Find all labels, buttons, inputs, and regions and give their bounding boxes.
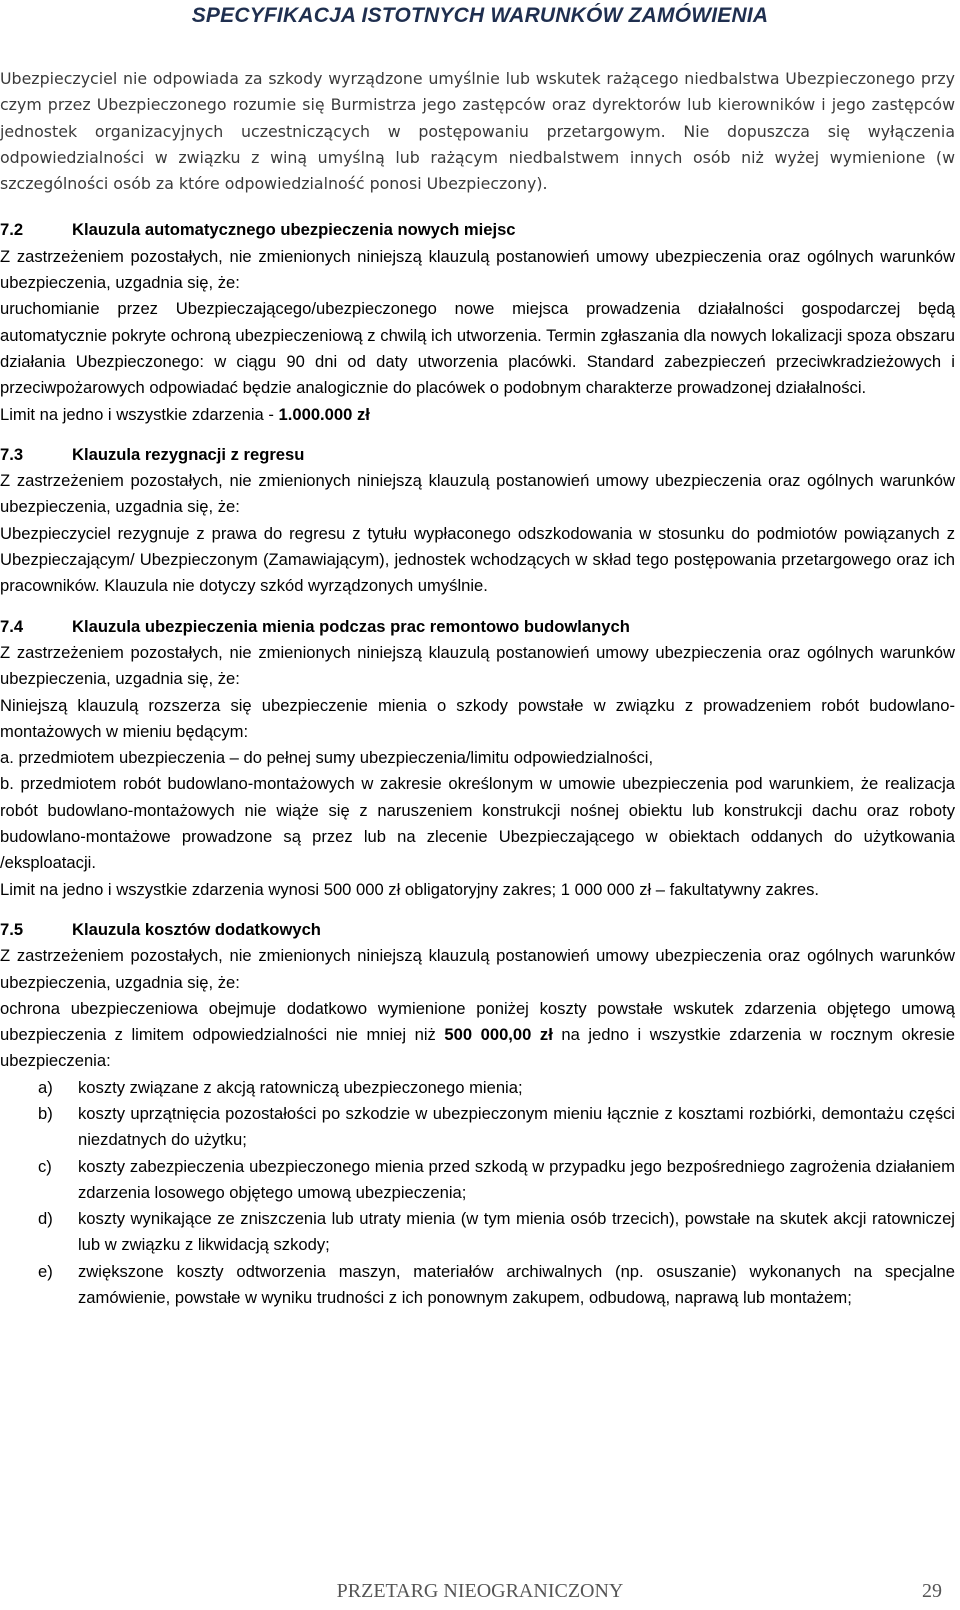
limit-value: 1.000.000 zł — [278, 404, 370, 424]
body-text: na jedno i wszystkie zdarzenia w rocznym okresie ubezpieczenia: — [0, 1025, 955, 1071]
section-body — [0, 996, 955, 1075]
section-7-2 — [0, 217, 955, 427]
section-number: 7.2 — [0, 220, 24, 240]
section-7-3 — [0, 442, 955, 600]
section-intro: Z zastrzeżeniem pozostałych, nie zmienionych niniejszą klauzulą postanowień umowy ubezpieczenia oraz ogólnych warunków ubezpieczenia, uzgadnia się, że: — [0, 246, 955, 293]
list-item — [0, 1259, 955, 1312]
section-limit: Limit na jedno i wszystkie zdarzenia wynosi 500 000 zł obligatoryjny zakres; 1 000 000 zł – fakultatywny zakres. — [0, 879, 820, 899]
section-heading — [0, 917, 955, 943]
body-text: ochrona ubezpieczeniowa obejmuje dodatkowo wymienione poniżej koszty powstałe wskutek zdarzenia objętego umową ubezpieczenia z limitem odpowiedzialności nie mniej niż — [0, 998, 955, 1045]
page-number: 29 — [922, 1580, 942, 1602]
list-item-label: d) — [38, 1209, 53, 1229]
section-heading — [0, 614, 955, 640]
list-item-text: koszty zabezpieczenia ubezpieczonego mienia przed szkodą w przypadku jego bezpośredniego zagrożenia działaniem zdarzenia losowego objętego umową ubezpieczenia; — [78, 1156, 955, 1202]
section-7-5 — [0, 917, 955, 1311]
limit-label: Limit na jedno i wszystkie zdarzenia - — [0, 404, 279, 424]
section-body: uruchomianie przez Ubezpieczającego/ubezpieczonego nowe miejsca prowadzenia działalności gospodarczej będą automatycznie pokryte ochroną ubezpieczeniową z chwilą ich utworzenia. Termin zgłaszania dla nowych lokalizacji spoza obszaru działania Ubezpieczonego: w ciągu 90 dni od daty utworzenia placówki. Standard zabezpieczeń przeciwkradzieżowych i przeciwpożarowych odpowiadać będzie analogicznie do placówek o podobnym charakterze prowadzonej działalności. — [0, 299, 955, 398]
page-header-title: SPECYFIKACJA ISTOTNYCH WARUNKÓW ZAMÓWIENIA — [191, 4, 769, 27]
section-heading — [0, 217, 955, 243]
section-limit — [0, 402, 955, 428]
section-body: Niniejszą klauzulą rozszerza się ubezpieczenie mienia o szkody powstałe w związku z prowadzeniem robót budowlano-montażowych w mieniu będącym: — [0, 695, 955, 741]
section-number: 7.4 — [0, 616, 24, 636]
section-title: Klauzula automatycznego ubezpieczenia nowych miejsc — [72, 220, 516, 240]
list-item — [0, 1075, 955, 1101]
footer-text: PRZETARG NIEOGRANICZONY — [336, 1580, 624, 1602]
list-item — [0, 1206, 955, 1259]
list-item-label: b) — [38, 1103, 53, 1123]
section-title: Klauzula rezygnacji z regresu — [72, 444, 305, 464]
section-body: Ubezpieczyciel rezygnuje z prawa do regresu z tytułu wypłaconego odszkodowania w stosunku do podmiotów powiązanych z Ubezpieczającym/ Ubezpieczonym (Zamawiającym), jednostek wchodzących w skład tego postępowania przetargowego oraz ich pracowników. Klauzula nie dotyczy szkód wyrządzonych umyślnie. — [0, 523, 955, 596]
section-title: Klauzula kosztów dodatkowych — [72, 919, 321, 939]
document-body — [0, 66, 955, 1311]
list-item — [0, 1101, 955, 1154]
section-7-4 — [0, 614, 955, 903]
list-item-label: a) — [38, 1077, 53, 1097]
costs-list — [0, 1075, 955, 1312]
section-intro: Z zastrzeżeniem pozostałych, nie zmienionych niniejszą klauzulą postanowień umowy ubezpieczenia oraz ogólnych warunków ubezpieczenia, uzgadnia się, że: — [0, 642, 955, 689]
list-item-a: a. przedmiotem ubezpieczenia – do pełnej sumy ubezpieczenia/limitu odpowiedzialności, — [0, 748, 654, 768]
list-item-b: b. przedmiotem robót budowlano-montażowych w zakresie określonym w umowie ubezpieczenia pod warunkiem, że realizacja robót budowlano-montażowych nie wiąże się z naruszeniem konstrukcji nośnej obiektu lub konstrukcji dachu oraz roboty budowlano-montażowe prowadzone są przez lub na zlecenie Ubezpieczającego w obiektach oddanych do użytkowania /eksploatacji. — [0, 774, 955, 873]
intro-paragraph: Ubezpieczyciel nie odpowiada za szkody wyrządzone umyślnie lub wskutek rażącego niedbalstwa Ubezpieczonego przy czym przez Ubezpieczonego rozumie się Burmistrza jego zastępców oraz dyrektorów lub kierowników i jego zastępców jednostek organizacyjnych uczestniczących w postępowaniu przetargowym. Nie dopuszcza się wyłączenia odpowiedzialności w związku z winą umyślną lub rażącym niedbalstwem innych osób niż wyżej wymienione (w szczególności osób za które odpowiedzialność ponosi Ubezpieczony). — [0, 69, 955, 194]
section-number: 7.3 — [0, 444, 24, 464]
section-title: Klauzula ubezpieczenia mienia podczas prac remontowo budowlanych — [72, 616, 630, 636]
limit-value: 500 000,00 zł — [444, 1025, 553, 1045]
section-number: 7.5 — [0, 919, 24, 939]
list-item — [0, 1154, 955, 1207]
page-footer — [0, 1580, 960, 1606]
list-item-text: koszty związane z akcją ratowniczą ubezpieczonego mienia; — [78, 1077, 523, 1097]
section-heading — [0, 442, 955, 468]
list-item-label: c) — [38, 1156, 52, 1176]
section-intro: Z zastrzeżeniem pozostałych, nie zmienionych niniejszą klauzulą postanowień umowy ubezpieczenia oraz ogólnych warunków ubezpieczenia, uzgadnia się, że: — [0, 946, 955, 992]
section-intro: Z zastrzeżeniem pozostałych, nie zmienionych niniejszą klauzulą postanowień umowy ubezpieczenia oraz ogólnych warunków ubezpieczenia, uzgadnia się, że: — [0, 471, 955, 517]
list-item-label: e) — [38, 1261, 53, 1281]
list-item-text: koszty wynikające ze zniszczenia lub utraty mienia (w tym mienia osób trzecich), powstałe na skutek akcji ratowniczej lub w związku z likwidacją szkody; — [78, 1209, 955, 1255]
list-item-text: zwiększone koszty odtworzenia maszyn, materiałów archiwalnych (np. osuszanie) wykonanych na specjalne zamówienie, powstałe w wyniku trudności z ich ponownym zakupem, odbudową, naprawą lub montażem; — [78, 1261, 955, 1308]
list-item-text: koszty uprzątnięcia pozostałości po szkodzie w ubezpieczonym mieniu łącznie z kosztami rozbiórki, demontażu części niezdatnych do użytku; — [78, 1103, 955, 1150]
